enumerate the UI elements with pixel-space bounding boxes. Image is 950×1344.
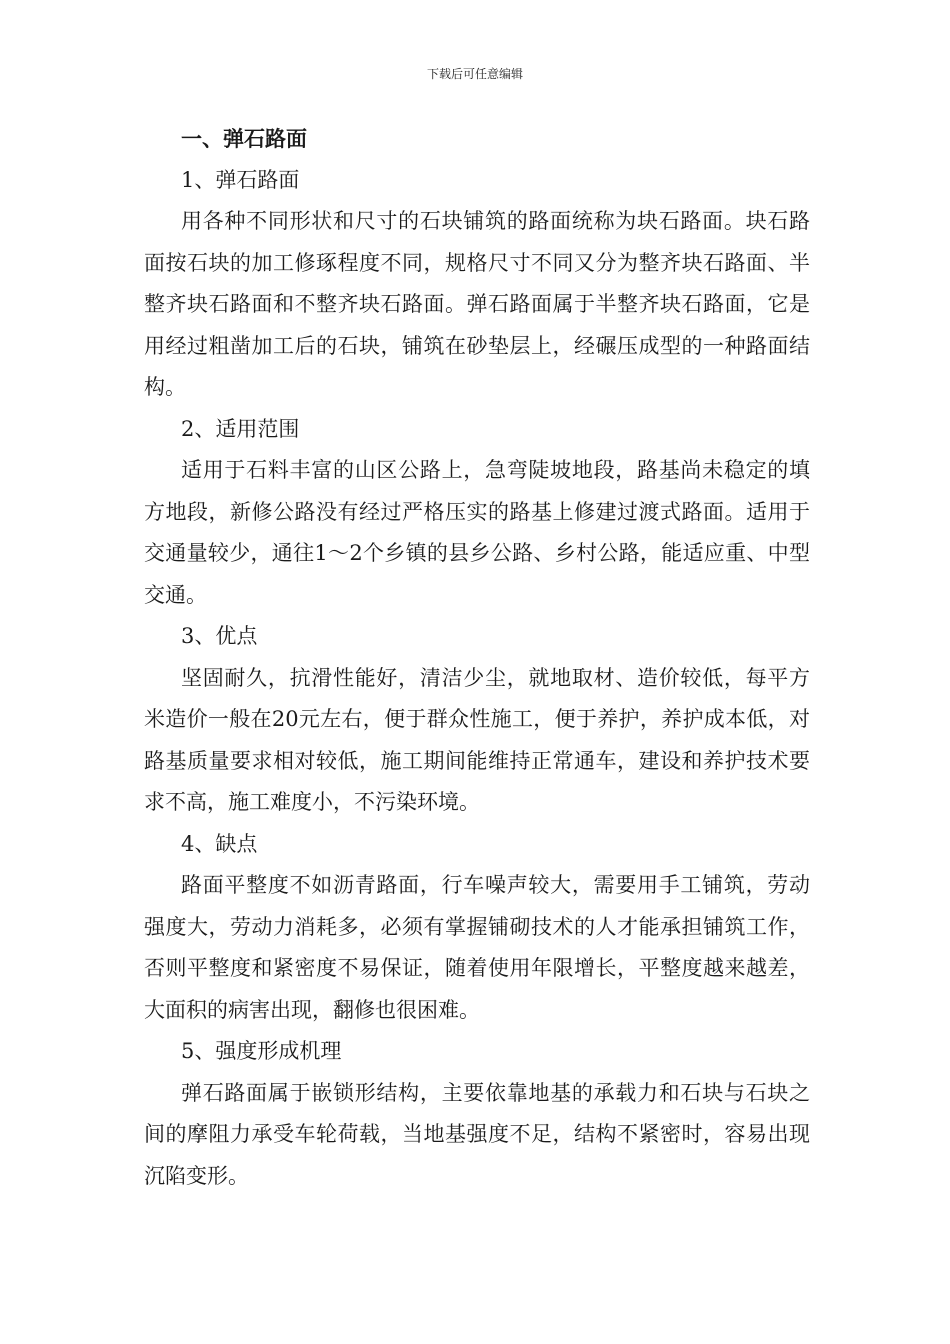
section-heading-1: 1、弹石路面 [181,167,300,192]
section-heading-2: 2、适用范围 [181,416,300,441]
section-paragraph-5: 弹石路面属于嵌锁形结构，主要依靠地基的承载力和石块与石块之间的摩阻力承受车轮荷载，当地基强度不足，结构不紧密时，容易出现沉陷变形。 [144,1080,810,1188]
section-heading-5: 5、强度形成机理 [181,1039,342,1063]
document-body [144,118,810,1197]
document-title: 一、弹石路面 [181,126,307,151]
page-header: 下载后可任意编辑 [426,67,523,81]
section-paragraph-2: 适用于石料丰富的山区公路上，急弯陡坡地段，路基尚未稳定的填方地段，新修公路没有经过严格压实的路基上修建过渡式路面。适用于交通量较少，通往1～2个乡镇的县乡公路、乡村公路，能适应重、中型交通。 [144,458,810,607]
section-paragraph-1: 用各种不同形状和尺寸的石块铺筑的路面统称为块石路面。块石路面按石块的加工修琢程度不同，规格尺寸不同又分为整齐块石路面、半整齐块石路面和不整齐块石路面。弹石路面属于半整齐块石路面，它是用经过粗凿加工后的石块，铺筑在砂垫层上，经碾压成型的一种路面结构。 [144,209,810,399]
section-heading-3: 3、优点 [181,624,258,648]
section-paragraph-3: 坚固耐久，抗滑性能好，清洁少尘，就地取材、造价较低，每平方米造价一般在20元左右，便于群众性施工，便于养护，养护成本低，对路基质量要求相对较低，施工期间能维持正常通车，建设和养护技术要求不高，施工难度小，不污染环境。 [144,665,810,814]
section-heading-4: 4、缺点 [181,831,258,856]
section-paragraph-4: 路面平整度不如沥青路面，行车噪声较大，需要用手工铺筑，劳动强度大，劳动力消耗多，必须有掌握铺砌技术的人才能承担铺筑工作，否则平整度和紧密度不易保证，随着使用年限增长，平整度越来越差，大面积的病害出现，翻修也很困难。 [144,873,810,1022]
